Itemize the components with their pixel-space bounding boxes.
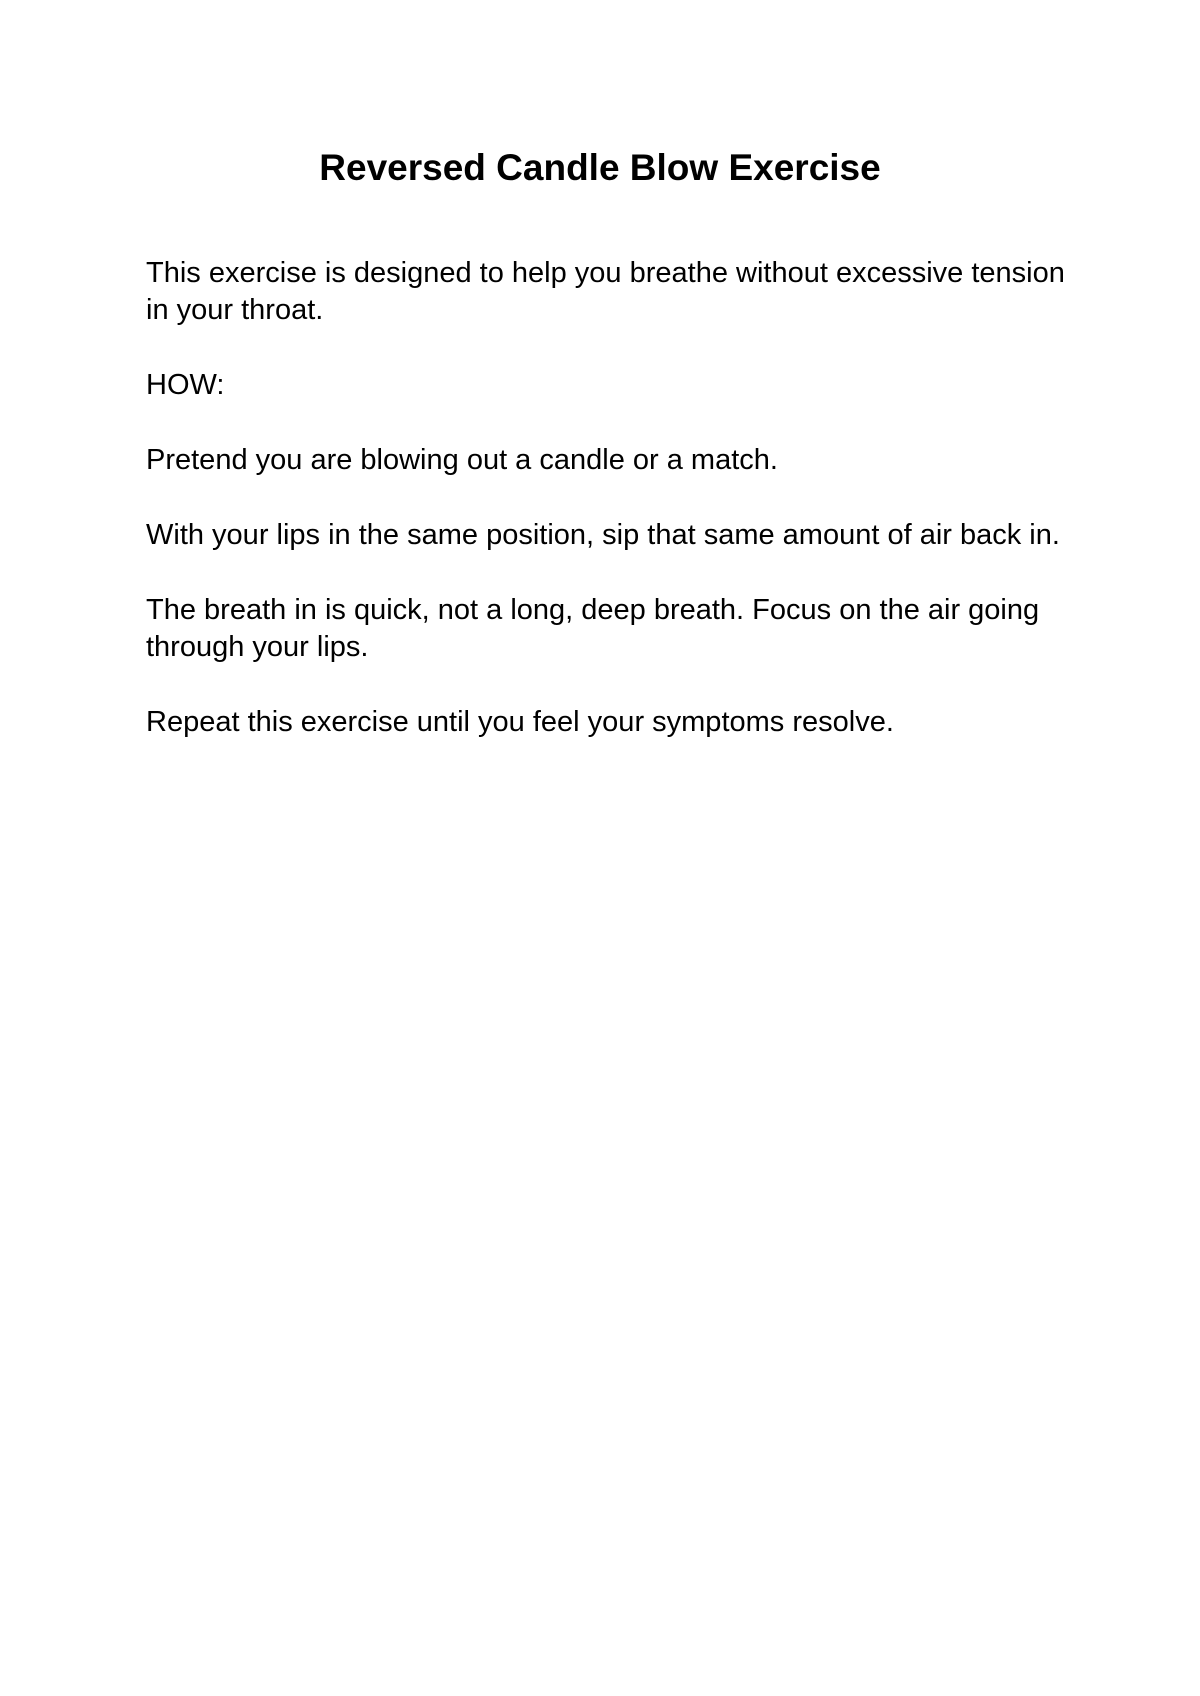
intro-paragraph: This exercise is designed to help you breathe without excessive tension in your throat. <box>146 257 1065 326</box>
step-paragraph: With your lips in the same position, sip that same amount of air back in. <box>146 519 1060 551</box>
document-title: Reversed Candle Blow Exercise <box>319 147 881 188</box>
how-heading: HOW: <box>146 369 225 401</box>
step-paragraph: Pretend you are blowing out a candle or a match. <box>146 444 778 476</box>
document-body <box>146 255 1076 779</box>
step-paragraph: The breath in is quick, not a long, deep breath. Focus on the air going through your lips. <box>146 594 1040 663</box>
closing-paragraph: Repeat this exercise until you feel your symptoms resolve. <box>146 706 894 738</box>
